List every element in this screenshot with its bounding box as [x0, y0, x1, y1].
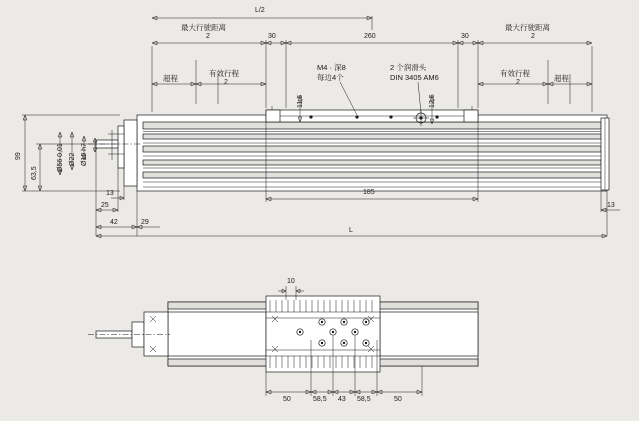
- dim-label-dia-10h7: Ø10 h7: [81, 143, 88, 166]
- label-effective-stroke-right: 有效行程: [500, 69, 530, 78]
- label-overrun-right: 超程: [554, 74, 569, 83]
- dim-label-dia-56: Ø56 0,01: [57, 143, 64, 172]
- dim-label-29: 29: [141, 219, 149, 226]
- dim-label-43: 43: [338, 396, 346, 403]
- label-max-travel-left: 最大行驶距离: [181, 23, 226, 32]
- dim-label-42: 42: [110, 219, 118, 226]
- label-overrun-left: 超程: [163, 74, 178, 83]
- dim-label-50-right: 50: [394, 396, 402, 403]
- dim-label-dia-22: Ø22: [69, 152, 76, 166]
- dim-label-58-5-left: 58,5: [313, 396, 327, 403]
- note-m4-quantity: 每边4个: [317, 73, 344, 82]
- dim-label-l-half: L/2: [255, 7, 265, 14]
- dim-label-13-left: 13: [106, 190, 114, 197]
- dim-label-50-left: 50: [283, 396, 291, 403]
- note-lube-standard: DIN 3405 AM6: [390, 73, 439, 82]
- label-effective-stroke-left-value: 2: [224, 79, 228, 86]
- dim-label-height-63-5: 63,5: [31, 166, 38, 180]
- dim-label-10: 10: [287, 278, 295, 285]
- dim-label-185: 185: [363, 189, 375, 196]
- note-m4-depth: M4 · 深8: [317, 63, 346, 72]
- dim-label-260: 260: [364, 33, 376, 40]
- note-lube-count: 2 个润滑头: [390, 63, 427, 72]
- dim-label-13-right: 13: [607, 202, 615, 209]
- dim-label-12-5: 12,5: [429, 94, 436, 108]
- label-max-travel-right: 最大行驶距离: [505, 23, 550, 32]
- dim-label-11-5: 11,5: [297, 94, 304, 108]
- dim-label-height-99: 99: [15, 152, 22, 160]
- dim-label-58-5-right: 58,5: [357, 396, 371, 403]
- dim-label-30-left: 30: [268, 33, 276, 40]
- dim-label-25: 25: [101, 202, 109, 209]
- dim-label-total-length: L: [349, 227, 353, 234]
- label-effective-stroke-right-value: 2: [516, 79, 520, 86]
- label-max-travel-right-value: 2: [531, 33, 535, 40]
- label-max-travel-left-value: 2: [206, 33, 210, 40]
- dim-label-30-right: 30: [461, 33, 469, 40]
- label-effective-stroke-left: 有效行程: [209, 69, 239, 78]
